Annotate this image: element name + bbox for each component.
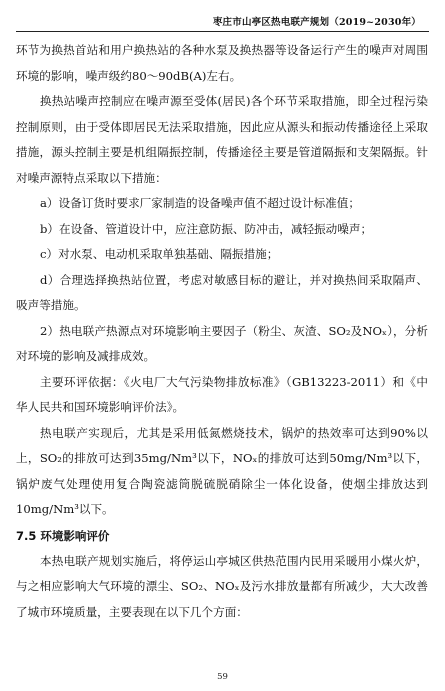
paragraph-implementation-effects: 本热电联产规划实施后，将停运山亭城区供热范围内民用采暖用小煤火炉，与之相应影响大气环境的漂尘、SO₂、NOₓ及污水排放量都有所减少，大大改善了城市环境质量，主要表现在以下几个方面： [16, 553, 428, 619]
paragraph-heat-source-factors: 2）热电联产热源点对环境影响主要因子（粉尘、灰渣、SO₂及NOₓ），分析对环境的影响及减排成效。 [16, 323, 428, 363]
page-number: 59 [217, 672, 228, 682]
list-item-c: c）对水泵、电动机采取单独基础、隔振措施； [40, 247, 279, 261]
section-heading: 7.5 环境影响评价 [16, 528, 110, 543]
running-header: 枣庄市山亭区热电联产规划（2019~2030年） [212, 17, 421, 28]
paragraph-noise-source: 环节为换热首站和用户换热站的各种水泵及换热器等设备运行产生的噪声对周围环境的影响，噪声级约80～90dB(A)左右。 [16, 43, 428, 83]
list-item-d: d）合理选择换热站位置，考虑对敏感目标的避让，并对换热间采取隔声、吸声等措施。 [16, 272, 428, 312]
paragraph-eia-basis: 主要环评依据：《火电厂大气污染物排放标准》（GB13223-2011）和《中华人民共和国环境影响评价法》。 [16, 374, 428, 414]
document-body [16, 38, 428, 625]
header-divider [16, 31, 429, 32]
list-item-b: b）在设备、管道设计中，应注意防振、防冲击，减轻振动噪声； [40, 221, 373, 236]
list-item-a: a）设备订货时要求厂家制造的设备噪声值不超过设计标准值； [40, 196, 360, 210]
paragraph-noise-control: 换热站噪声控制应在噪声源至受体(居民)各个环节采取措施，即全过程污染控制原则，由于受体即居民无法采取措施，因此应从源头和振动传播途径上采取措施，源头控制主要是机组隔振控制，传播途径主要是管道隔振和支架隔振。针对噪声源特点采取以下措施： [16, 94, 428, 185]
paragraph-emission-levels: 热电联产实现后，尤其是采用低氮燃烧技术，锅炉的热效率可达到90%以上，SO₂的排放可达到35mg/Nm³以下，NOₓ的排放可达到50mg/Nm³以下，锅炉废气处理使用复合陶瓷滤筒脱硫脱硝除尘一体化设备，使烟尘排放达到10mg/Nm³以下。 [16, 425, 428, 516]
